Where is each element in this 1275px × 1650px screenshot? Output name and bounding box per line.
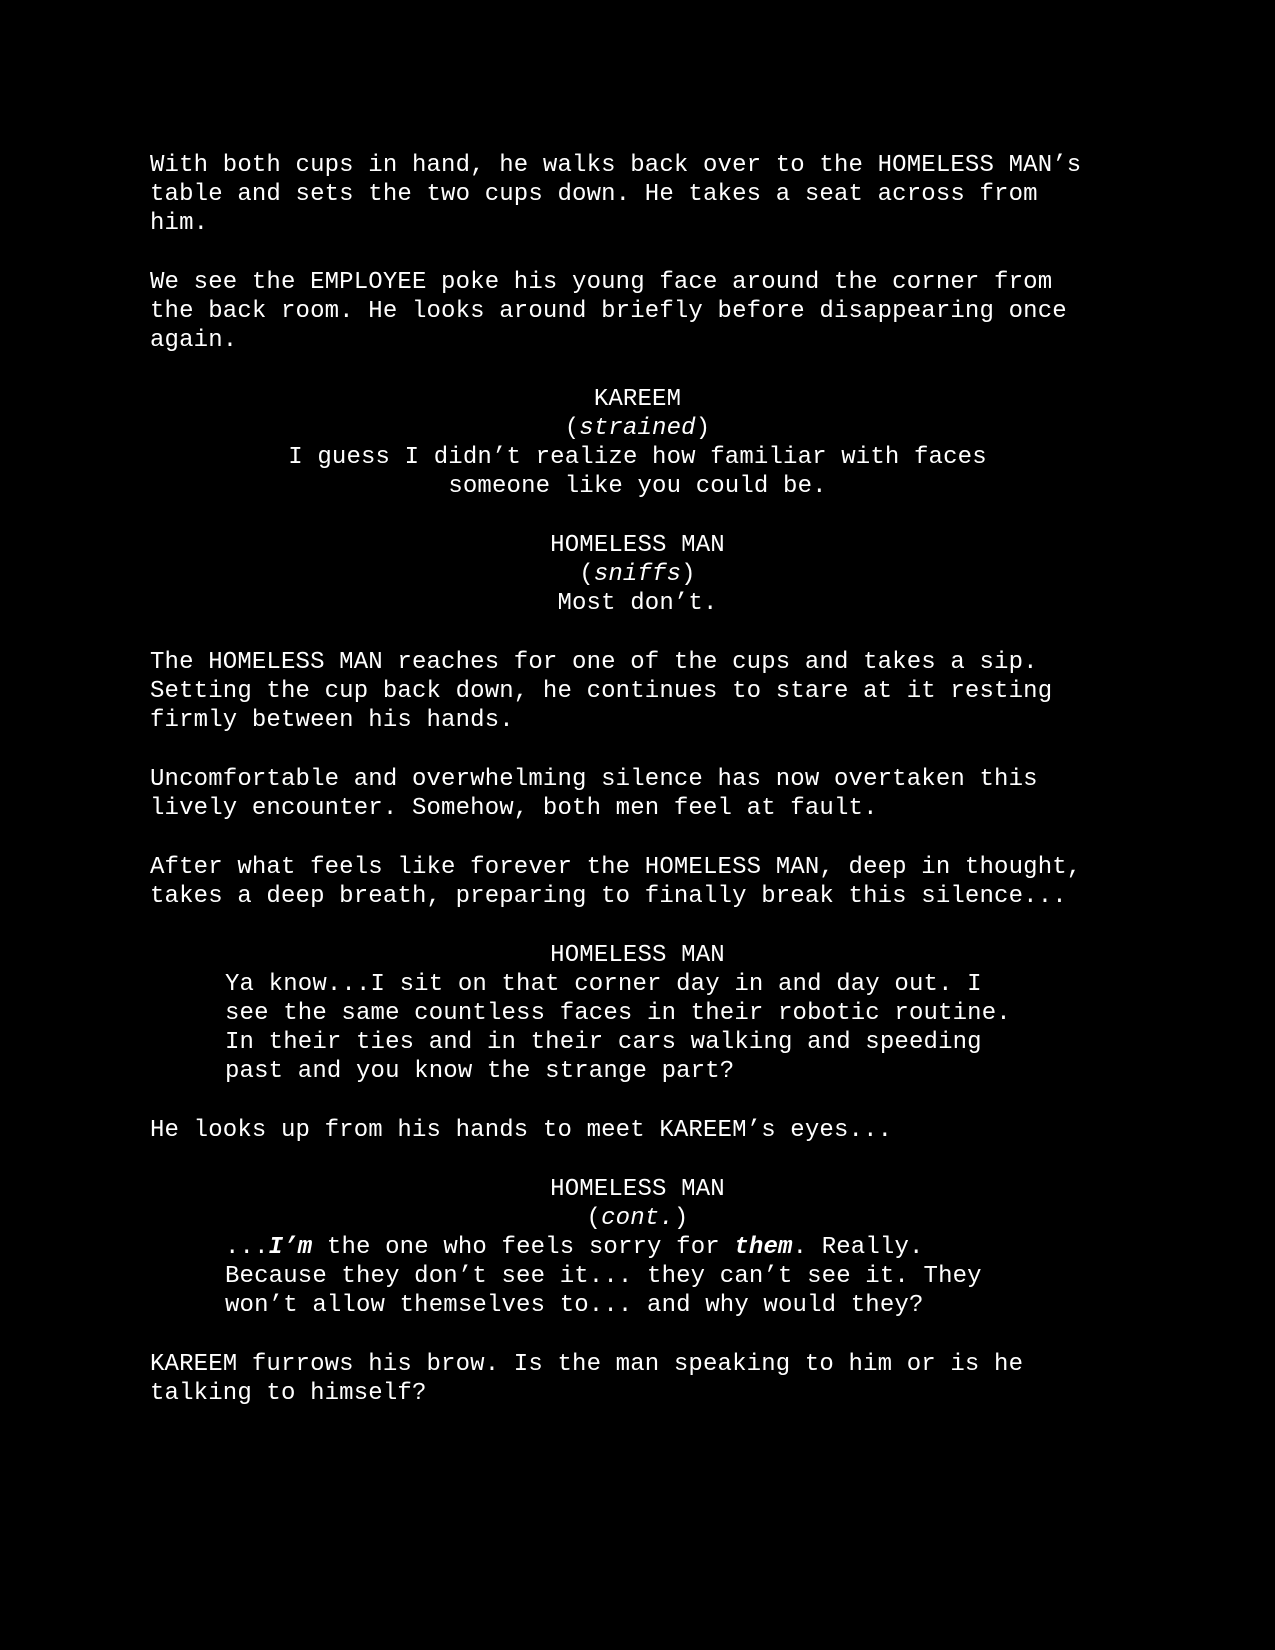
dialogue-line: ...I’m the one who feels sorry for them. Really. (225, 1234, 924, 1261)
dialogue-line: Most don’t. (557, 590, 718, 617)
dialogue-line: I guess I didn’t realize how familiar with faces (288, 444, 987, 471)
character-name: KAREEM (593, 386, 682, 413)
parenthetical: (cont.) (586, 1205, 689, 1232)
character-name: HOMELESS MAN (550, 1176, 725, 1203)
action-line: the back room. He looks around briefly before disappearing once (150, 298, 1067, 325)
dialogue-line: see the same countless faces in their robotic routine. (225, 1000, 1011, 1027)
parenthetical: (strained) (564, 415, 711, 442)
action-line: With both cups in hand, he walks back over to the HOMELESS MAN’s (150, 152, 1082, 179)
action-line: He looks up from his hands to meet KAREEM’s eyes... (150, 1117, 893, 1144)
dialogue-line: In their ties and in their cars walking and speeding (225, 1029, 982, 1056)
action-line: Uncomfortable and overwhelming silence has now overtaken this (150, 766, 1038, 793)
action-line: lively encounter. Somehow, both men feel at fault. (150, 795, 878, 822)
character-name: HOMELESS MAN (550, 942, 725, 969)
dialogue-line: Ya know...I sit on that corner day in and day out. I (225, 971, 982, 998)
character-name: HOMELESS MAN (550, 532, 725, 559)
dialogue-line: someone like you could be. (448, 473, 827, 500)
action-line: talking to himself? (150, 1380, 427, 1407)
action-line: takes a deep breath, preparing to finally break this silence... (150, 883, 1067, 910)
dialogue-line: won’t allow themselves to... and why would they? (225, 1292, 924, 1319)
action-line: After what feels like forever the HOMELESS MAN, deep in thought, (150, 854, 1082, 881)
action-line: firmly between his hands. (150, 707, 514, 734)
dialogue-line: past and you know the strange part? (225, 1058, 735, 1085)
action-line: table and sets the two cups down. He takes a seat across from (150, 181, 1038, 208)
action-line: We see the EMPLOYEE poke his young face around the corner from (150, 269, 1053, 296)
action-line: The HOMELESS MAN reaches for one of the cups and takes a sip. (150, 649, 1038, 676)
parenthetical: (sniffs) (579, 561, 696, 588)
action-line: again. (150, 327, 238, 354)
action-line: KAREEM furrows his brow. Is the man speaking to him or is he (150, 1351, 1024, 1378)
dialogue-line: Because they don’t see it... they can’t see it. They (225, 1263, 982, 1290)
action-line: Setting the cup back down, he continues to stare at it resting (150, 678, 1053, 705)
action-line: him. (150, 210, 209, 237)
